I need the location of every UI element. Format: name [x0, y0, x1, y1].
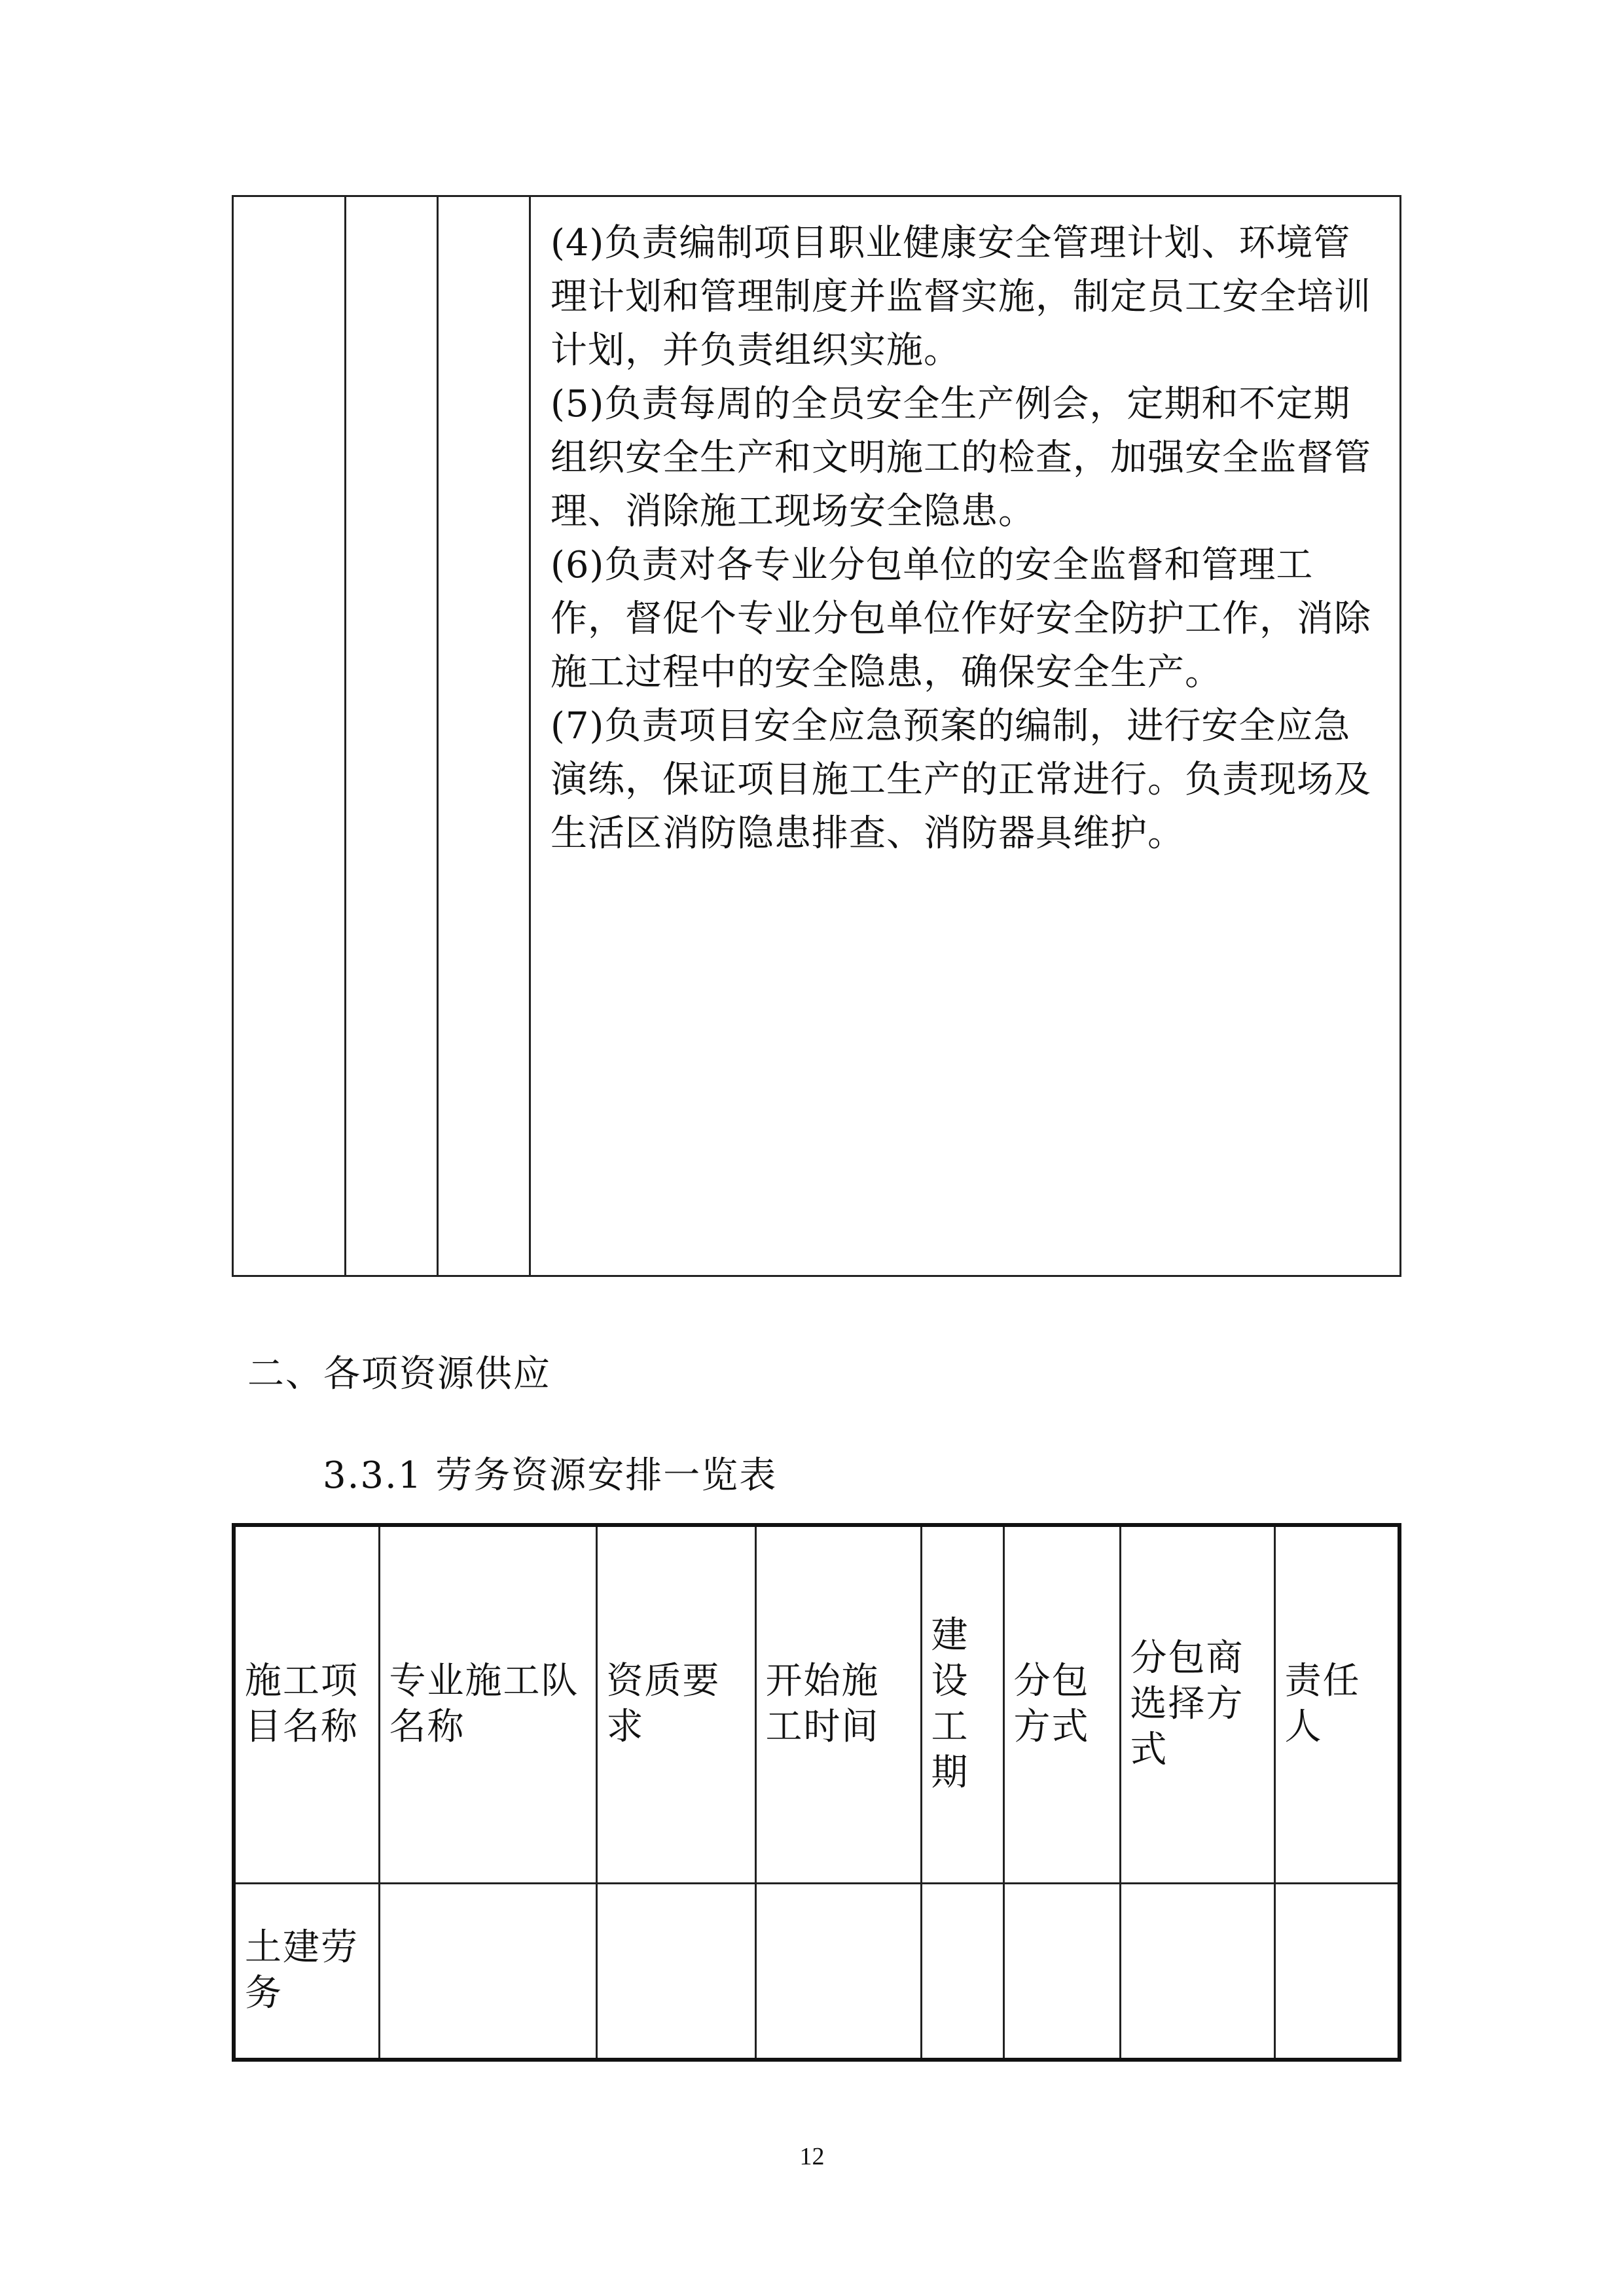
cell-subcontract-method: [1003, 1883, 1120, 2060]
table-row: [234, 1883, 1399, 2060]
empty-cell: [346, 196, 438, 1276]
cell-start-time: [755, 1883, 921, 2060]
cell-project-name: 土建劳务: [234, 1883, 379, 2060]
cell-qualification: [596, 1883, 755, 2060]
header-start-time: 开始施工时间: [755, 1525, 921, 1883]
duty-item-6: (6)负责对各专业分包单位的安全监督和管理工作，督促个专业分包单位作好安全防护工作，消除施工过程中的安全隐患，确保安全生产。: [550, 544, 1371, 694]
cell-subcontractor-selection: [1120, 1883, 1274, 2060]
cell-responsible-person: [1274, 1883, 1399, 2060]
empty-cell: [233, 196, 346, 1276]
duty-item-5: (5)负责每周的全员安全生产例会，定期和不定期组织安全生产和文明施工的检查，加强安全监督管理、消除施工现场安全隐患。: [550, 383, 1371, 533]
cell-team-name: [379, 1883, 596, 2060]
header-team-name: 专业施工队名称: [379, 1525, 596, 1883]
header-construction-period: [921, 1525, 1003, 1883]
duty-item-7: (7)负责项目安全应急预案的编制，进行安全应急演练，保证项目施工生产的正常进行。负责现场及生活区消防隐患排查、消防器具维护。: [550, 705, 1371, 855]
responsibility-table: [232, 195, 1401, 1277]
header-subcontract-method: 分包方式: [1003, 1525, 1120, 1883]
page-number: 12: [799, 2143, 825, 2170]
table-header-row: [234, 1525, 1399, 1883]
header-qualification: 资质要求: [596, 1525, 755, 1883]
empty-cell: [438, 196, 530, 1276]
labor-resource-table: [232, 1523, 1401, 2062]
header-subcontractor-selection: 分包商选择方式: [1120, 1525, 1274, 1883]
header-construction-period-text: 建设工期: [931, 1614, 969, 1795]
duty-item-4: (4)负责编制项目职业健康安全管理计划、环境管理计划和管理制度并监督实施，制定员工安全培训计划，并负责组织实施。: [550, 222, 1371, 372]
header-project-name: 施工项目名称: [234, 1525, 379, 1883]
duty-description-cell: [530, 196, 1401, 1276]
header-responsible-person: 责任人: [1274, 1525, 1399, 1883]
table-caption: 3.3.1 劳务资源安排一览表: [323, 1454, 778, 1497]
section-title: 二、各项资源供应: [247, 1353, 551, 1395]
cell-construction-period: [921, 1883, 1003, 2060]
